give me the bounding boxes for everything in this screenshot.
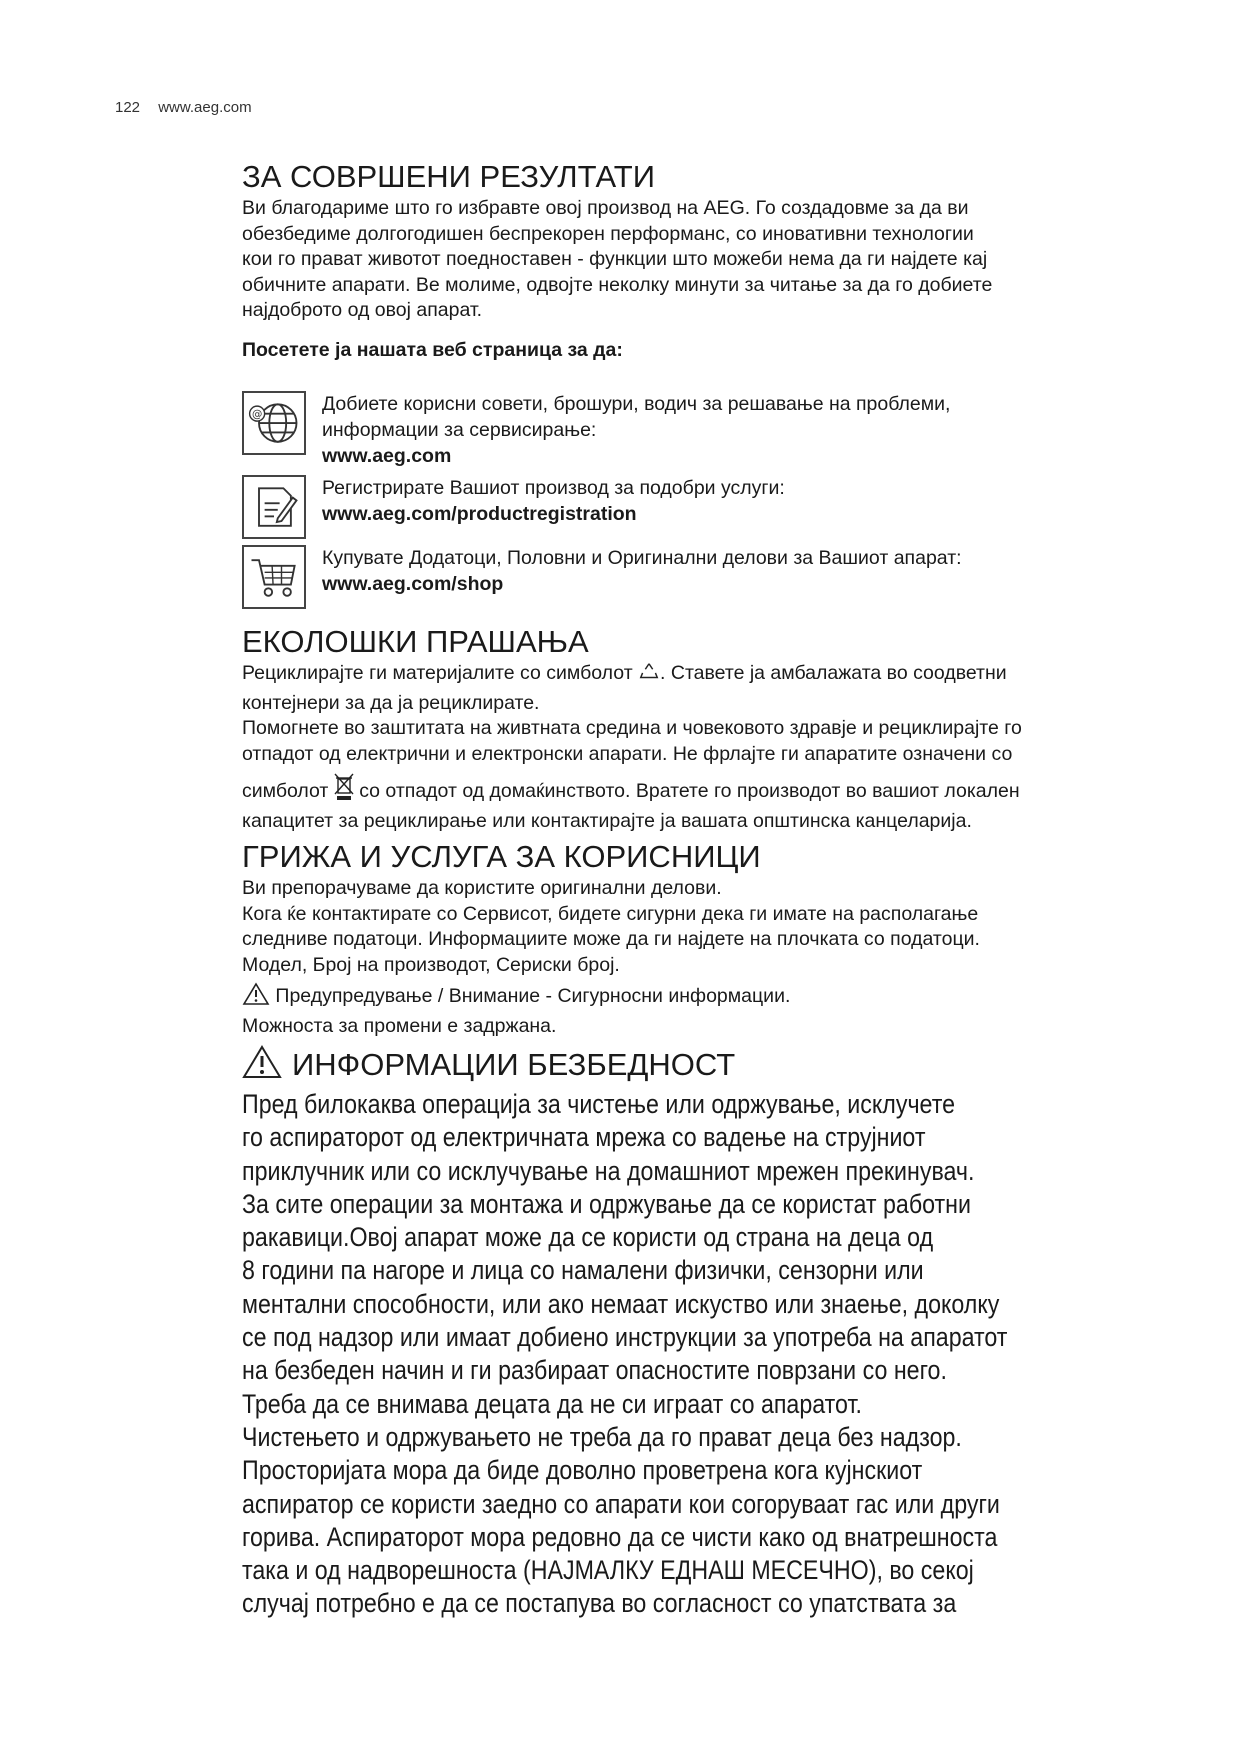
safety-line: Чистењето и одржувањето не треба да го прават деца без надзор.: [242, 1421, 962, 1452]
safety-line: го аспираторот од електричната мрежа со вадење на струјниот: [242, 1122, 926, 1153]
intro-line: најдоброто од овој апарат.: [242, 299, 483, 321]
safety-line: ракавици.Овој апарат може да се користи од страна на деца од: [242, 1222, 934, 1253]
resource-item-registration: [242, 475, 1162, 539]
resource-link-registration[interactable]: www.aeg.com/productregistration: [322, 503, 637, 525]
safety-line: приклучник или со исклучување на домашниот мрежен прекинувач.: [242, 1155, 975, 1186]
safety-heading: [242, 1045, 1162, 1084]
eco-line-text: Рециклирајте ги материјалите со симболот: [242, 662, 639, 684]
header-website: www.aeg.com: [158, 99, 252, 116]
section-title-results: ЗА СОВРШЕНИ РЕЗУЛТАТИ: [242, 159, 655, 194]
resource-line: Добиете корисни совети, брошури, водич за решавање на проблеми,: [322, 393, 951, 415]
safety-body: [242, 1088, 1145, 1621]
resource-link-shop[interactable]: www.aeg.com/shop: [322, 573, 504, 595]
safety-line: За сите операции за монтажа и одржување да се користат работни: [242, 1188, 971, 1219]
warning-icon: [242, 1045, 282, 1084]
eco-line: Помогнете во заштитата на живтната средина и човековото здравје и рециклирајте го: [242, 717, 1022, 739]
safety-line: на безбеден начин и ги разбираат опасностите поврзани со него.: [242, 1355, 947, 1386]
eco-line-text: . Ставете ја амбалажата во соодветни: [660, 662, 1007, 684]
resource-line: информации за сервисирање:: [322, 419, 597, 441]
safety-line: горива. Аспираторот мора редовно да се чисти како од внатрешноста: [242, 1521, 998, 1552]
page-header: [115, 99, 252, 116]
resource-line: Купувате Додатоци, Половни и Оригинални делови за Вашиот апарат:: [322, 547, 962, 569]
care-line: Кога ќе контактирате со Сервисот, бидете сигурни дека ги имате на располагање: [242, 902, 979, 925]
eco-line: [242, 661, 1162, 691]
section-title-safety: ИНФОРМАЦИИ БЕЗБЕДНОСТ: [292, 1046, 736, 1082]
warning-text: Предупредување / Внимание - Сигурносни информации.: [275, 985, 791, 1007]
resource-item-shop: [242, 545, 1162, 609]
resource-text: [322, 475, 785, 527]
eco-line: отпадот од електрични и електронски апарати. Не фрлајте ги апаратите означени со: [242, 742, 1013, 765]
resource-item-support: [242, 391, 1162, 469]
eco-line: [242, 773, 1162, 809]
eco-line: капацитет за рециклирање или контактирајте ја вашата општинска канцеларија.: [242, 809, 972, 832]
intro-line: обичните апарати. Ве молиме, одвојте неколку минути за читање за да го добиете: [242, 273, 993, 296]
results-intro: [242, 196, 1162, 324]
resource-list: [242, 391, 1162, 609]
care-line: Модел, Број на производот, Сериски број.: [242, 953, 620, 976]
section-title-care: ГРИЖА И УСЛУГА ЗА КОРИСНИЦИ: [242, 839, 761, 874]
resource-text: [322, 545, 962, 597]
page-content: [242, 158, 1162, 1621]
care-warning-line: [242, 982, 1162, 1014]
svg-text:@: @: [251, 408, 263, 421]
eco-body: [242, 661, 1162, 834]
care-line: следниве податоци. Информациите може да ги најдете на плочката со податоци.: [242, 928, 980, 950]
eco-line-text: со отпадот од домаќинството. Вратете го производот во вашиот локален: [353, 780, 1020, 802]
recycle-icon: [638, 661, 660, 691]
crossed-bin-icon: [334, 773, 354, 809]
safety-line: Треба да се внимава децата да не си играат со апаратот.: [242, 1388, 862, 1419]
intro-line: кои го прават животот поедноставен - функции што можеби нема да ги најдете кај: [242, 248, 988, 270]
page-number: 122: [115, 99, 141, 116]
visit-label: Посетете ја нашата веб страница за да:: [242, 338, 623, 361]
care-note: Можноста за промени е задржана.: [242, 1014, 557, 1037]
resource-line: Регистрирате Вашиот производ за подобри услуги:: [322, 477, 785, 499]
safety-line: 8 години па нагоре и лица со намалени физички, сензорни или: [242, 1255, 924, 1286]
intro-line: обезбедиме долгогодишен беспрекорен перформанс, со иновативни технологии: [242, 222, 974, 245]
safety-line: така и од надворешноста (НАЈМАЛКУ ЕДНАШ МЕСЕЧНО), во секој: [242, 1555, 974, 1586]
globe-icon: [242, 391, 306, 455]
registration-icon: [242, 475, 306, 539]
care-line: Ви препорачуваме да користите оригинални делови.: [242, 877, 722, 899]
warning-icon: [242, 982, 270, 1014]
safety-line: случај потребно е да се постапува во согласност со упатствата за: [242, 1588, 957, 1619]
safety-line: се под надзор или имаат добиено инструкции за употреба на апаратот: [242, 1322, 1008, 1353]
safety-line: Просторијата мора да биде доволно проветрена кога кујнскиот: [242, 1455, 923, 1486]
cart-icon: [242, 545, 306, 609]
care-body: [242, 876, 1162, 1039]
section-title-eco: ЕКОЛОШКИ ПРАШАЊА: [242, 624, 589, 659]
safety-line: Пред билокаква операција за чистење или одржување, исклучете: [242, 1089, 955, 1119]
resource-link-aeg[interactable]: www.aeg.com: [322, 445, 452, 467]
intro-line: Ви благодариме што го избравте овој производ на AEG. Го создадовме за да ви: [242, 197, 969, 219]
safety-line: аспиратор се користи заедно со апарати кои согоруваат гас или други: [242, 1488, 1000, 1519]
resource-text: [322, 391, 950, 469]
safety-line: ментални способности, или ако немаат искуство или знаење, доколку: [242, 1288, 1000, 1319]
eco-line: контејнери за да ја рециклирате.: [242, 691, 540, 714]
eco-line-text: симболот: [242, 780, 334, 802]
